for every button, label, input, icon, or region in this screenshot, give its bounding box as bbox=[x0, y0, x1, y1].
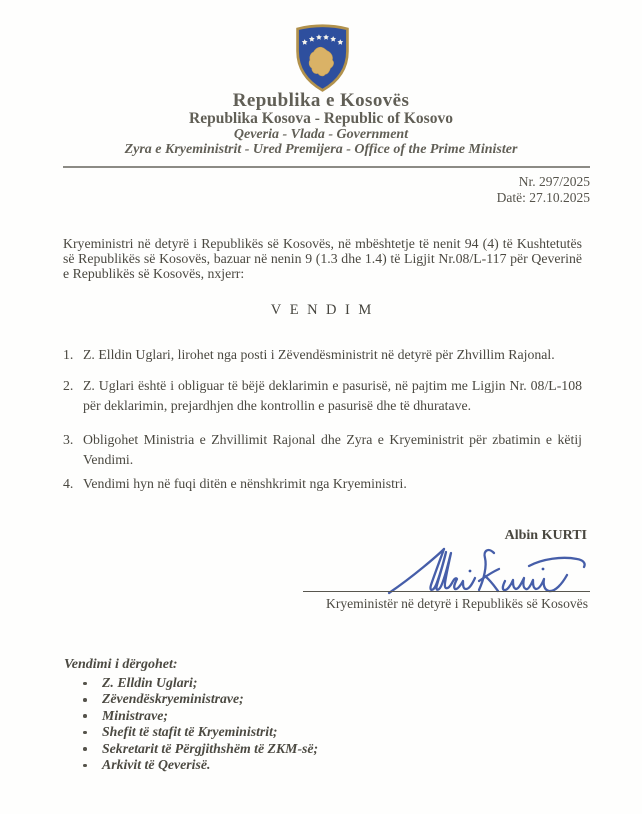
bullet-icon bbox=[83, 682, 87, 686]
reference-date: Datë: 27.10.2025 bbox=[496, 189, 590, 205]
item-text: Z. Elldin Uglari, lirohet nga posti i Zëvendësministrit në detyrë për Zhvillim Rajonal. bbox=[83, 347, 555, 362]
recipient-text: Z. Elldin Uglari; bbox=[102, 675, 198, 690]
item-number: 3. bbox=[63, 432, 74, 447]
item-text: Vendimi hyn në fuqi ditën e nënshkrimit nga Kryeministri. bbox=[83, 476, 407, 491]
distribution-recipient bbox=[64, 691, 484, 707]
decision-item bbox=[63, 345, 582, 365]
distribution-recipient bbox=[64, 757, 484, 773]
item-number: 4. bbox=[63, 476, 74, 491]
signatory-title: Kryeministër në detyrë i Republikës së Kosovës bbox=[326, 596, 588, 611]
recipient-text: Ministrave; bbox=[102, 707, 168, 723]
bullet-icon bbox=[83, 731, 87, 735]
item-number: 2. bbox=[63, 378, 74, 393]
distribution-list bbox=[64, 675, 484, 774]
office-line: Zyra e Kryeministrit - Ured Premijera - Office of the Prime Minister bbox=[124, 142, 518, 157]
reference-number: Nr. 297/2025 bbox=[518, 174, 590, 189]
recipient-text: Zëvendëskryeministrave; bbox=[102, 691, 244, 707]
bullet-icon bbox=[83, 747, 87, 751]
kosovo-coat-of-arms-icon bbox=[294, 20, 351, 93]
decision-title: VENDIM bbox=[270, 302, 380, 318]
recipient-text: Shefit të stafit të Kryeministrit; bbox=[102, 724, 278, 740]
distribution-recipient bbox=[64, 741, 484, 757]
distribution-recipient bbox=[64, 708, 484, 724]
recipient-text: Sekretarit të Përgjithshëm të ZKM-së; bbox=[102, 740, 319, 756]
header-divider bbox=[63, 166, 590, 168]
country-subtitle: Republika Kosova - Republic of Kosovo bbox=[189, 110, 453, 127]
bullet-icon bbox=[83, 764, 87, 768]
signature-line bbox=[303, 591, 590, 592]
preamble-paragraph: Kryeministri në detyrë i Republikës së Kosovës, në mbështetje të nenit 94 (4) të Kushtetutës së Republikës së Kosovës, bazuar në nenin 9 (1.3 dhe 1.4) të Ligjit Nr.08/L-117 për Qeverinë e Republikës së Kosovës, nxjerr: bbox=[63, 235, 582, 282]
recipient-text: Arkivit të Qeverisë. bbox=[102, 757, 211, 773]
item-text: Z. Uglari është i obliguar të bëjë deklarimin e pasurisë, në pajtim me Ligjin Nr. 08/L-108 për deklarimin, prejardhjen dhe kontrollin e pasurisë dhe të dhuratave. bbox=[83, 378, 582, 413]
distribution-recipient bbox=[64, 724, 484, 740]
country-title: Republika e Kosovës bbox=[232, 90, 410, 111]
bullet-icon bbox=[83, 698, 87, 702]
decision-item bbox=[63, 376, 582, 415]
item-text: Obligohet Ministria e Zhvillimit Rajonal dhe Zyra e Kryeministrit për zbatimin e këtij Vendimi. bbox=[83, 432, 582, 467]
item-number: 1. bbox=[63, 347, 74, 362]
bullet-icon bbox=[83, 714, 87, 718]
decision-item bbox=[63, 430, 582, 469]
signatory-name: Albin KURTI bbox=[504, 528, 587, 543]
distribution-recipient bbox=[64, 675, 484, 691]
reference-block bbox=[497, 174, 590, 205]
decision-item bbox=[63, 474, 582, 494]
government-line: Qeveria - Vlada - Government bbox=[233, 127, 409, 142]
distribution-label: Vendimi i dërgohet: bbox=[64, 657, 178, 672]
